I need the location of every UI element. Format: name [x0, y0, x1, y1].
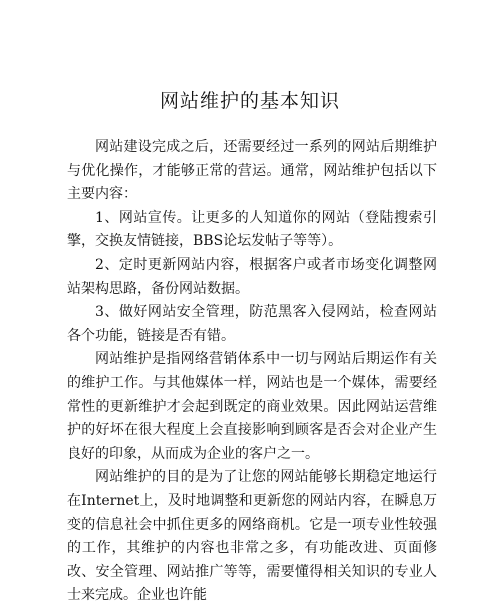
document-title: 网站维护的基本知识: [159, 90, 340, 112]
paragraph-definition: 网站维护是指网络营销体系中一切与网站后期运作有关的维护工作。与其他媒体一样，网站也是一个媒体，需要经常性的更新维护才会起到既定的商业效果。因此网站运营维护的好坏在很大程度上会直接影响到顾客是否会对企业产生良好的印象，从而成为企业的客户之一。: [67, 351, 437, 462]
paragraph-purpose: 网站维护的目的是为了让您的网站能够长期稳定地运行在Internet上，及时地调整和更新您的网站内容，在瞬息万变的信息社会中抓住更多的网络商机。它是一项专业性较强的工作，其维护的内容也非常之多，有功能改进、页面修改、安全管理、网站推广等等，需要懂得相关知识的专业人士来完成。企业也许能: [67, 469, 437, 604]
document-body: [67, 136, 437, 608]
paragraph-intro: 网站建设完成之后，还需要经过一系列的网站后期维护与优化操作，才能够正常的营运。通常，网站维护包括以下主要内容：: [67, 139, 437, 203]
paragraph-item-1: 1、网站宣传。让更多的人知道你的网站（登陆搜索引擎，交换友情链接，BBS论坛发帖子等等）。: [67, 209, 437, 250]
paragraph-item-2: 2、定时更新网站内容，根据客户或者市场变化调整网站架构思路，备份网站数据。: [67, 256, 437, 297]
paragraph-item-3: 3、做好网站安全管理，防范黑客入侵网站，检查网站各个功能，链接是否有错。: [67, 304, 437, 344]
